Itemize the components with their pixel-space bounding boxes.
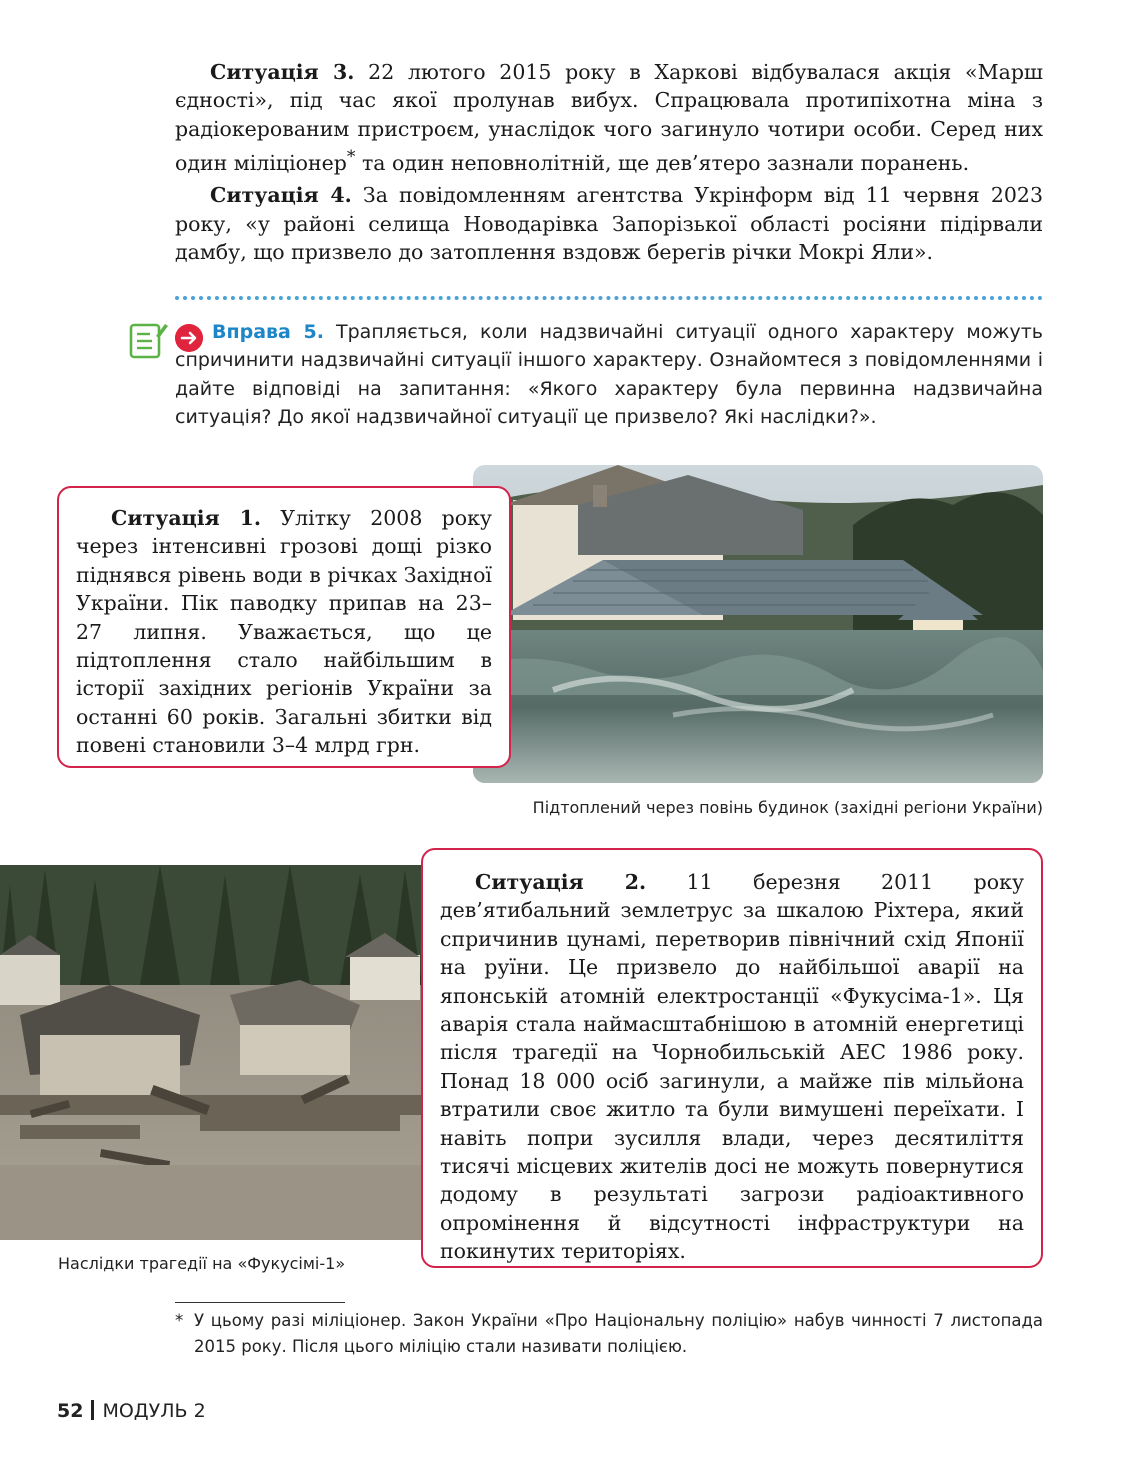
footnote-star: * xyxy=(346,147,356,168)
notebook-pencil-icon xyxy=(128,320,168,360)
exercise-text xyxy=(175,318,1043,432)
dotted-divider xyxy=(175,296,1043,300)
situation-1-text: Улітку 2008 року через інтенсивні грозові дощі різко піднявся рівень води в річках Західної України. Пік паводку припав на 23–27 липня. Уважається, що це підтоплення стало найбільшим в історії західних регіонів України за останні 60 років. Загальні збитки від повені становили 3–4 млрд грн. xyxy=(76,506,492,758)
situation-2-paragraph xyxy=(440,868,1024,1266)
situation-4-text: За повідомленням агентства Укрінформ від 11 червня 2023 року, «у районі селища Новодарівка Запорізької області росіяни підірвали дамбу, що призвело до затоплення вздовж берегів річки Мокрі Яли». xyxy=(175,183,1043,265)
situation-3-label: Ситуація 3. xyxy=(210,60,355,84)
situation-1-paragraph xyxy=(76,504,492,760)
situation-1-box xyxy=(57,486,511,768)
top-text xyxy=(175,58,1043,271)
flood-photo xyxy=(473,465,1043,783)
footnote-mark: * xyxy=(175,1311,184,1330)
situation-2-label: Ситуація 2. xyxy=(475,870,647,894)
tsunami-photo xyxy=(0,865,422,1240)
section-label: МОДУЛЬ 2 xyxy=(102,1400,206,1422)
flood-photo-caption: Підтоплений через повінь будинок (західні регіони України) xyxy=(532,798,1043,817)
tsunami-photo-caption: Наслідки трагедії на «Фукусімі-1» xyxy=(58,1254,346,1273)
footnote-text: У цьому разі міліціонер. Закон України «Про Національну поліцію» набув чинності 7 листопада 2015 року. Після цього міліцію стали називати поліцією. xyxy=(194,1311,1043,1356)
situation-4-label: Ситуація 4. xyxy=(210,183,352,208)
exercise-title: Вправа 5. xyxy=(212,321,324,343)
footer-separator xyxy=(91,1400,94,1420)
situation-2-box xyxy=(421,848,1043,1268)
footnote xyxy=(175,1308,1043,1360)
situation-4-paragraph xyxy=(175,181,1043,266)
footnote-rule xyxy=(175,1302,345,1303)
page-number: 52 xyxy=(57,1400,84,1422)
situation-3-text: 22 лютого 2015 року в Харкові відбувалася акція «Марш єдності», під час якої пролунав вибух. Спрацювала протипіхотна міна з радіокерованим пристроєм, унаслідок чого загинуло чотири особи. Серед них один міліціонер xyxy=(175,60,1043,176)
exercise-body: Трапляється, коли надзвичайні ситуації одного характеру можуть спричинити надзвичайні ситуації іншого характеру. Ознайомтеся з повідомленнями і дайте відповіді на запитання: «Якого характеру була первинна надзвичайна ситуація? До якої надзвичайної ситуації це призвело? Які наслідки?». xyxy=(175,321,1043,429)
situation-1-label: Ситуація 1. xyxy=(111,506,262,530)
situation-3-paragraph xyxy=(175,58,1043,177)
situation-3-text-after: та один неповнолітній, ще дев’ятеро зазнали поранень. xyxy=(355,151,970,176)
situation-2-text: 11 березня 2011 року дев’ятибальний землетрус за шкалою Ріхтера, який спричинив цунамі, перетворив північний схід Японії на руїни. Це призвело до найбільшої аварії на японській атомній електростанції «Фукусіма-1». Ця аварія стала наймасштабнішою в атомній енергетиці після трагедії на Чорнобильській АЕС 1986 року. Понад 18 000 осіб загинули, а майже пів мільйона втратили своє житло та були вимушені переїхати. І навіть попри зусилля влади, через десятиліття тисячі місцевих жителів досі не можуть повернутися додому в результаті загрози радіоактивного опромінення й відсутності інфраструктури на покинутих територіях. xyxy=(440,870,1025,1264)
page-footer xyxy=(57,1400,206,1422)
